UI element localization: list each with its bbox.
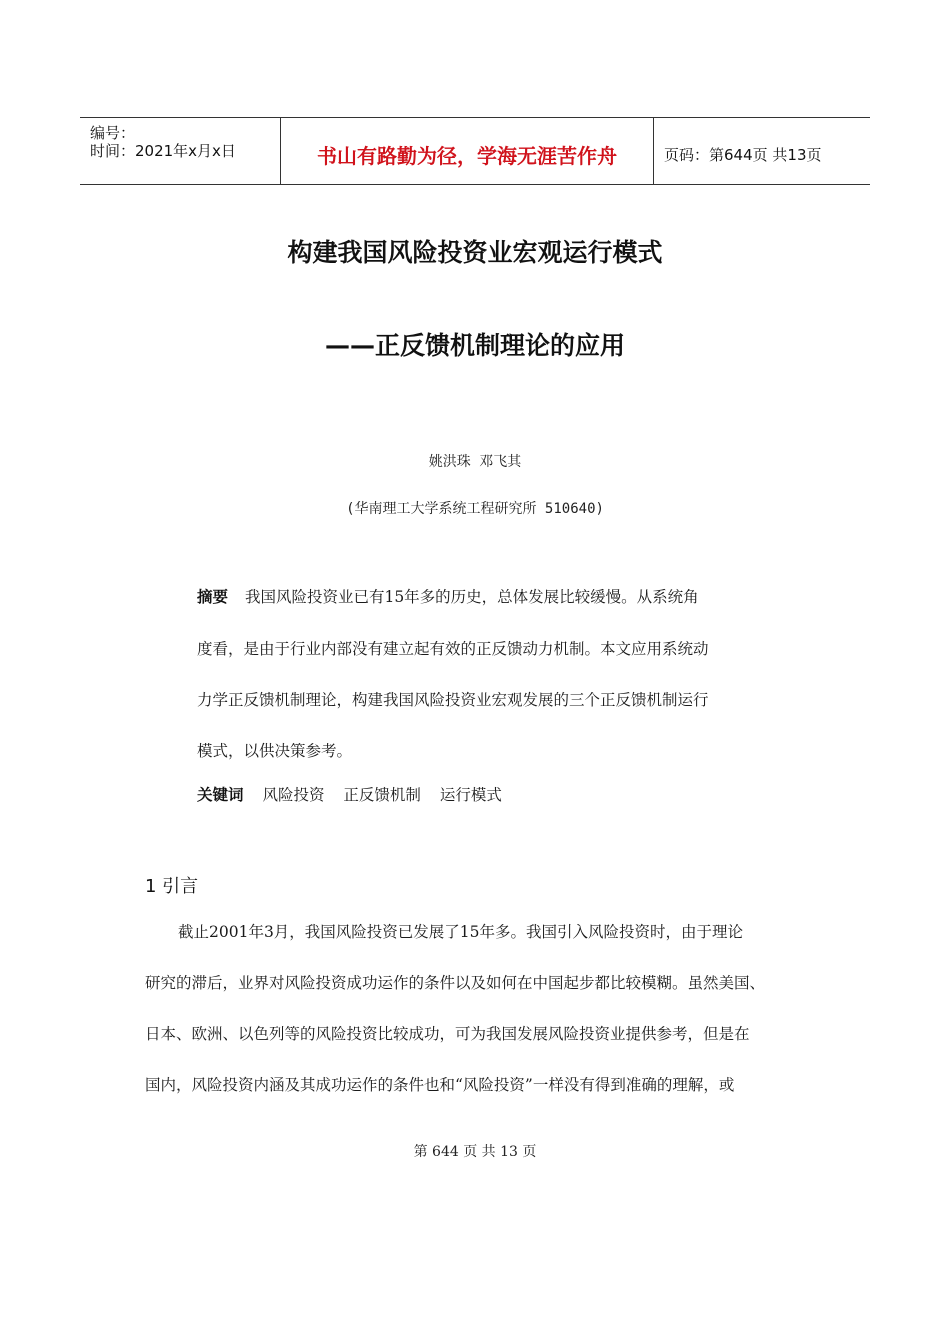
abstract-line bbox=[197, 585, 699, 607]
keyword-item: 风险投资 bbox=[262, 786, 325, 804]
serial-number-label: 编号： bbox=[90, 124, 136, 142]
page-title: 构建我国风险投资业宏观运行模式 bbox=[287, 238, 663, 267]
page-subtitle: ——正反馈机制理论的应用 bbox=[324, 331, 625, 360]
section-heading: 1 引言 bbox=[145, 876, 199, 897]
keywords-label: 关键词 bbox=[197, 786, 244, 804]
abstract-label: 摘要 bbox=[197, 588, 229, 606]
paragraph-line: 研究的滞后，业界对风险投资成功运作的条件以及如何在中国起步都比较模糊。虽然美国、 bbox=[145, 974, 766, 992]
page-footer: 第 644 页 共 13 页 bbox=[413, 1144, 537, 1160]
paragraph-line: 国内，风险投资内涵及其成功运作的条件也和“风险投资”一样没有得到准确的理解，或 bbox=[145, 1076, 735, 1094]
keyword-item: 正反馈机制 bbox=[343, 786, 421, 804]
keywords-line bbox=[197, 783, 502, 805]
author-affiliation: (华南理工大学系统工程研究所 510640) bbox=[346, 501, 604, 517]
paragraph-line: 截止2001年3月，我国风险投资已发展了15年多。我国引入风险投资时，由于理论 bbox=[178, 923, 744, 941]
author-names: 姚洪珠 邓飞其 bbox=[428, 454, 522, 470]
abstract-line: 度看，是由于行业内部没有建立起有效的正反馈动力机制。本文应用系统动 bbox=[197, 640, 709, 658]
date-label: 时间：2021年x月x日 bbox=[90, 142, 236, 160]
abstract-line: 力学正反馈机制理论，构建我国风险投资业宏观发展的三个正反馈机制运行 bbox=[197, 691, 709, 709]
keyword-item: 运行模式 bbox=[439, 786, 502, 804]
header-motto-cell bbox=[281, 118, 654, 184]
header-page-cell bbox=[654, 118, 870, 184]
abstract-text: 我国风险投资业已有15年多的历史，总体发展比较缓慢。从系统角 bbox=[244, 588, 699, 606]
page-info: 页码：第644页 共13页 bbox=[664, 146, 822, 164]
abstract-line: 模式，以供决策参考。 bbox=[197, 742, 353, 760]
document-header-table bbox=[80, 117, 870, 185]
header-meta-cell bbox=[80, 118, 281, 184]
motto-text: 书山有路勤为径，学海无涯苦作舟 bbox=[317, 144, 617, 168]
paragraph-line: 日本、欧洲、以色列等的风险投资比较成功，可为我国发展风险投资业提供参考，但是在 bbox=[145, 1025, 750, 1043]
